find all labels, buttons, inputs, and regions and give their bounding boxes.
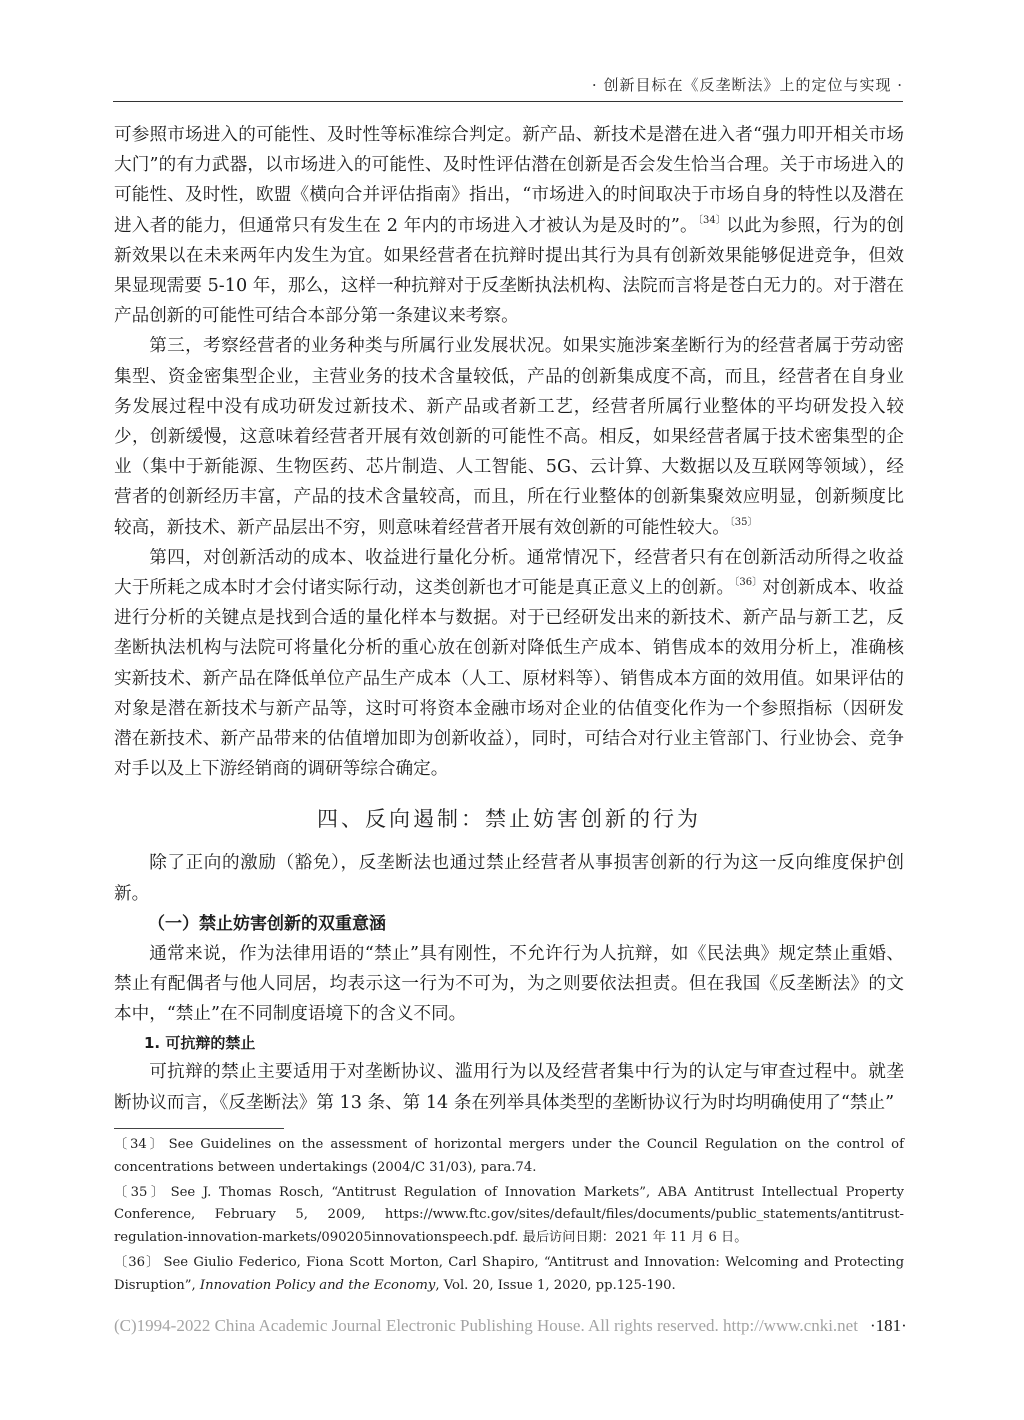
paragraph-text: 以此为参照，行为的创新效果以在未来两年内发生为宜。如果经营者在抗辩时提出其行为具有创新效果能够促进竞争，但效果显现需要 5-10 年，那么，这样一种抗辩对于反垄断执法机构、法院而言将是苍白无力的。对于潜在产品创新的可能性可结合本部分第一条建议来考察。 [114, 215, 904, 327]
paragraph-intro: 除了正向的激励（豁免），反垄断法也通过禁止经营者从事损害创新的行为这一反向维度保护创新。 [114, 853, 904, 904]
footnote-text: , Vol. 20, Issue 1, 2020, pp.125-190. [435, 1277, 676, 1293]
footnote-ref-35[interactable]: 〔35〕 [729, 516, 758, 528]
paragraph-text: 第三，考察经营者的业务种类与所属行业发展状况。如果实施涉案垄断行为的经营者属于劳动密集型、资金密集型企业，主营业务的技术含量较低，产品的创新集成度不高，而且，经营者在自身业务发展过程中没有成功研发过新技术、新产品或者新工艺，经营者所属行业整体的平均研发投入较少，创新缓慢，这意味着经营者开展有效创新的可能性不高。相反，如果经营者属于技术密集型的企业（集中于新能源、生物医药、芯片制造、人工智能、5G、云计算、大数据以及互联网等领域），经营者的创新经历丰富，产品的技术含量较高，而且，所在行业整体的创新集聚效应明显，创新频度比较高，新技术、新产品层出不穷，则意味着经营者开展有效创新的可能性较大。 [114, 336, 904, 538]
paragraph-text: 对创新成本、收益进行分析的关键点是找到合适的量化样本与数据。对于已经研发出来的新技术、新产品与新工艺，反垄断执法机构与法院可将量化分析的重心放在创新对降低生产成本、销售成本的效用分析上，准确核实新技术、新产品在降低单位产品生产成本（人工、原材料等）、销售成本方面的效用值。如果评估的对象是潜在新技术与新产品等，这时可将资本金融市场对企业的估值变化作为一个参照指标（因研发潜在新技术、新产品带来的估值增加即为创新收益），同时，可结合对行业主管部门、行业协会、竞争对手以及上下游经销商的调研等综合确定。 [114, 578, 904, 780]
copyright-footer: (C)1994-2022 China Academic Journal Electronic Publishing House. All rights reserved. http://www.cnki.net [114, 1316, 858, 1335]
footnote-ref-36[interactable]: 〔36〕 [734, 577, 763, 589]
paragraph-market-entry [114, 120, 904, 331]
subsection-heading: （一）禁止妨害创新的双重意涵 [148, 913, 386, 934]
footnote-number: 〔36〕 [114, 1254, 161, 1270]
footnote-text: See Giulio Federico, Fiona Scott Morton, Carl Shapiro, “Antitrust and Innovation: Welcoming and Protecting Disruption”, [114, 1254, 905, 1293]
paragraph-text: 第四，对创新活动的成本、收益进行量化分析。通常情况下，经营者只有在创新活动所得之收益大于所耗之成本时才会付诸实际行动，这类创新也才可能是真正意义上的创新。 [114, 547, 904, 599]
journal-title: Innovation Policy and the Economy [199, 1277, 436, 1293]
footnote-number: 〔35〕 [114, 1184, 168, 1200]
header-divider [113, 101, 903, 102]
article-body [114, 120, 904, 1118]
paragraph-defensible-prohibition: 可抗辩的禁止主要适用于对垄断协议、滥用行为以及经营者集中行为的认定与审查过程中。就垄断协议而言，《反垄断法》第 13 条、第 14 条在列举具体类型的垄断协议行为时均明确使用了“禁止” [114, 1062, 904, 1113]
footnote-36 [114, 1252, 904, 1298]
footnotes [114, 1134, 904, 1300]
footnote-text: See Guidelines on the assessment of horizontal mergers under the Council Regulation on the control of concentrations between undertakings (2004/C 31/03), para.74. [114, 1137, 904, 1175]
footnote-number: 〔34〕 [114, 1137, 166, 1152]
paragraph-prohibition-meaning: 通常来说，作为法律用语的“禁止”具有刚性，不允许行为人抗辩，如《民法典》规定禁止重婚、禁止有配偶者与他人同居，均表示这一行为不可为，为之则要依法担责。但在我国《反垄断法》的文本中，“禁止”在不同制度语境下的含义不同。 [114, 943, 904, 1025]
footnote-34 [114, 1134, 904, 1180]
footnote-divider [114, 1128, 284, 1129]
paragraph-fourth-criterion [114, 543, 904, 785]
footnote-ref-34[interactable]: 〔34〕 [697, 214, 727, 226]
paragraph-text: 可参照市场进入的可能性、及时性等标准综合判定。新产品、新技术是潜在进入者“强力叩开相关市场大门”的有力武器，以市场进入的可能性、及时性评估潜在创新是否会发生恰当合理。关于市场进入的可能性、及时性，欧盟《横向合并评估指南》指出，“市场进入的时间取决于市场自身的特性以及潜在进入者的能力，但通常只有发生在 2 年内的市场进入才被认为是及时的”。 [114, 125, 904, 236]
paragraph-third-criterion [114, 331, 904, 542]
running-header: · 创新目标在《反垄断法》上的定位与实现 · [591, 76, 903, 94]
footnote-35 [114, 1182, 904, 1250]
page-number: ·181· [870, 1316, 907, 1335]
footnote-text: See J. Thomas Rosch, “Antitrust Regulation of Innovation Markets”, ABA Antitrust Intellectual Property Conference, February 5, 2009, https://www.ftc.gov/sites/default/files/documents/public_statements/antitrust-regulation-innovation-markets/090205innovationspeech.pdf. 最后访问日期：2021 年 11 月 6 日。 [114, 1184, 905, 1246]
section-heading: 四、反向遏制：禁止妨害创新的行为 [317, 807, 701, 832]
subsubsection-heading: 1. 可抗辩的禁止 [144, 1034, 256, 1053]
